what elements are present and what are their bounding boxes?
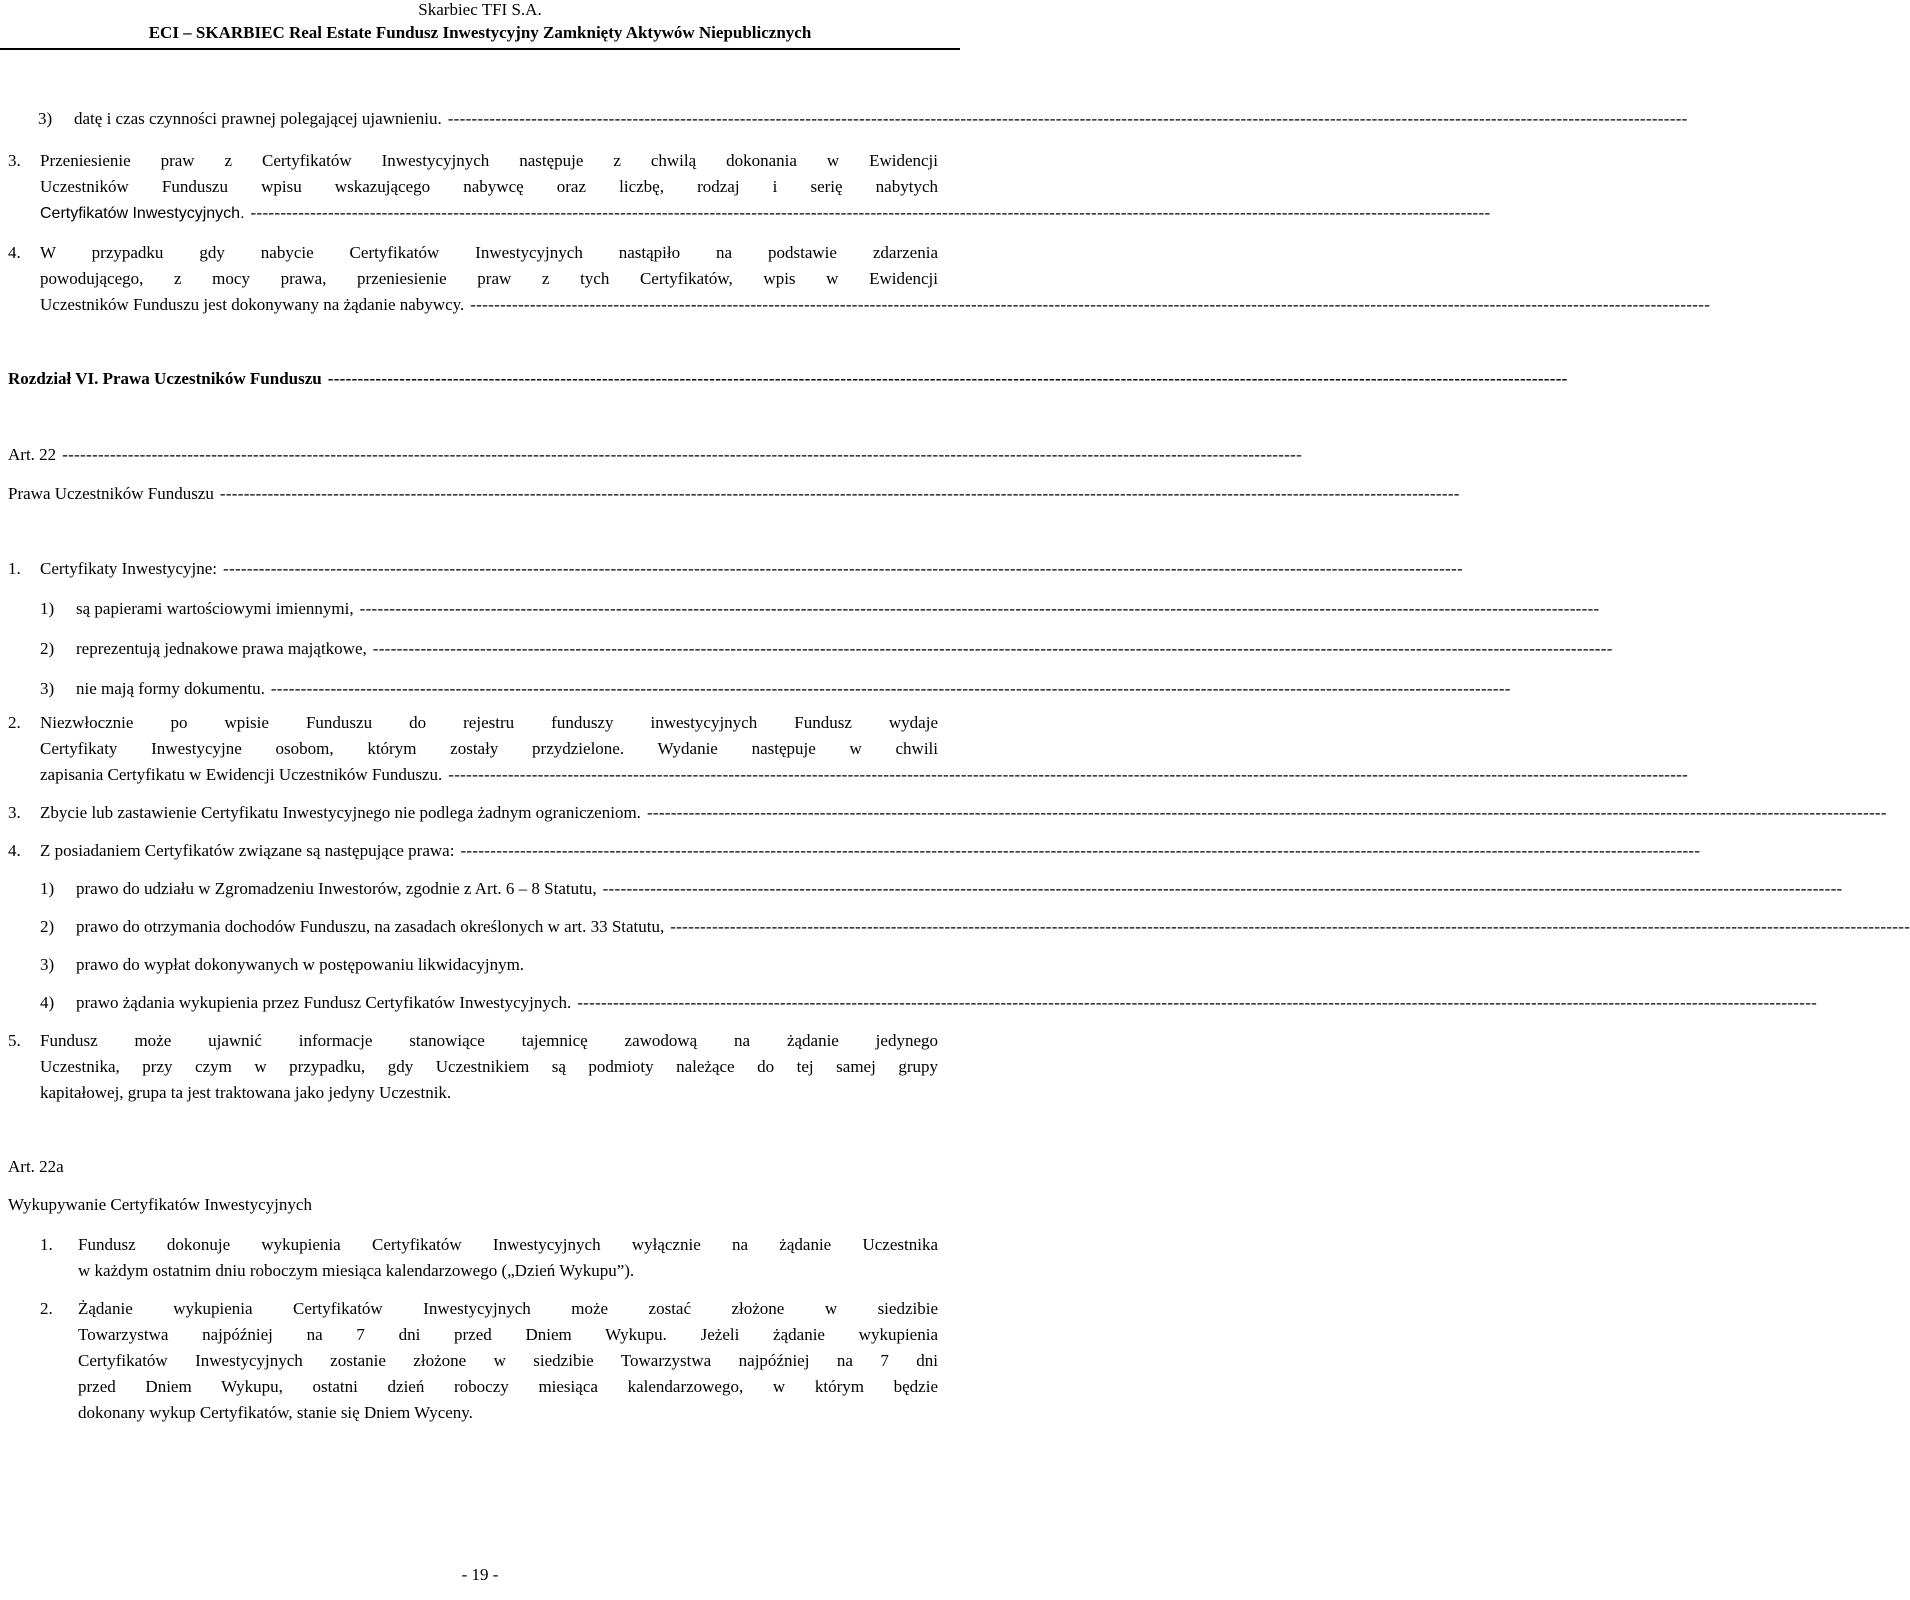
dash-filler: ---------------------------------------------------------------------------------------------------------------------------------------------------------------------------------------------------------------- [470, 295, 1711, 314]
paragraph-line: Fundusz może ujawnić informacje stanowiące tajemnicę zawodową na żądanie jedynego [40, 1031, 938, 1050]
paragraph-line: zapisania Certyfikatu w Ewidencji Uczestników Funduszu. [40, 765, 443, 784]
article-title: Prawa Uczestników Funduszu [8, 484, 214, 503]
dash-filler: ---------------------------------------------------------------------------------------------------------------------------------------------------------------------------------------------------------------- [270, 679, 1511, 698]
dash-filler: ---------------------------------------------------------------------------------------------------------------------------------------------------------------------------------------------------------------- [219, 484, 1460, 503]
article-number: Art. 22a [8, 1157, 64, 1176]
paragraph-number: 4. [8, 841, 21, 860]
list-item-text: datę i czas czynności prawnej polegającej ujawnieniu. [74, 109, 442, 128]
dash-filler: ---------------------------------------------------------------------------------------------------------------------------------------------------------------------------------------------------------------- [670, 917, 1910, 936]
paragraph-line: W przypadku gdy nabycie Certyfikatów Inwestycyjnych nastąpiło na podstawie zdarzenia [40, 243, 938, 262]
list-item-text: prawo do otrzymania dochodów Funduszu, na zasadach określonych w art. 33 Statutu, [76, 917, 665, 936]
item-number: 2) [40, 917, 55, 936]
dash-filler: ---------------------------------------------------------------------------------------------------------------------------------------------------------------------------------------------------------------- [359, 599, 1600, 618]
paragraph [40, 556, 1463, 582]
paragraph [40, 240, 1711, 318]
paragraph-line: Żądanie wykupienia Certyfikatów Inwestycyjnych może zostać złożone w siedzibie [78, 1299, 938, 1318]
dash-filler: ---------------------------------------------------------------------------------------------------------------------------------------------------------------------------------------------------------------- [448, 765, 1689, 784]
paragraph-line: dokonany wykup Certyfikatów, stanie się Dniem Wyceny. [78, 1403, 473, 1422]
paragraph-last-line [40, 762, 1689, 788]
item-number: 3) [38, 109, 53, 128]
paragraph-last-line [40, 200, 1491, 227]
paragraph-last-line [40, 292, 1711, 318]
list-item-text: prawo żądania wykupienia przez Fundusz Certyfikatów Inwestycyjnych. [76, 993, 572, 1012]
paragraph-line: Certyfikatów Inwestycyjnych zostanie złożone w siedzibie Towarzystwa najpóźniej na 7 dni [78, 1351, 938, 1370]
paragraph-number: 2. [40, 1299, 53, 1318]
dash-filler: ---------------------------------------------------------------------------------------------------------------------------------------------------------------------------------------------------------------- [223, 559, 1463, 578]
dash-filler: ---------------------------------------------------------------------------------------------------------------------------------------------------------------------------------------------------------------- [447, 109, 1688, 128]
dash-filler: ---------------------------------------------------------------------------------------------------------------------------------------------------------------------------------------------------------------- [460, 841, 1701, 860]
header-rule [0, 48, 960, 50]
dash-filler: ---------------------------------------------------------------------------------------------------------------------------------------------------------------------------------------------------------------- [372, 639, 1613, 658]
article-heading [8, 481, 1460, 507]
paragraph-line: Certyfikatów Inwestycyjnych. [40, 205, 245, 222]
dash-filler: ---------------------------------------------------------------------------------------------------------------------------------------------------------------------------------------------------------------- [646, 803, 1887, 822]
paragraph-line: Przeniesienie praw z Certyfikatów Inwestycyjnych następuje z chwilą dokonania w Ewidencji [40, 151, 938, 170]
paragraph-number: 5. [8, 1031, 21, 1050]
paragraph-line: kapitałowej, grupa ta jest traktowana jako jedyny Uczestnik. [40, 1083, 452, 1102]
dash-filler: ---------------------------------------------------------------------------------------------------------------------------------------------------------------------------------------------------------------- [577, 993, 1818, 1012]
paragraph-line: Z posiadaniem Certyfikatów związane są następujące prawa: [40, 841, 455, 860]
list-item-text: są papierami wartościowymi imiennymi, [76, 599, 354, 618]
list-item [76, 952, 938, 978]
dash-filler: ---------------------------------------------------------------------------------------------------------------------------------------------------------------------------------------------------------------- [602, 879, 1843, 898]
item-number: 4) [40, 993, 55, 1012]
header-fund-name: ECI – SKARBIEC Real Estate Fundusz Inwestycyjny Zamknięty Aktywów Niepublicznych [148, 23, 812, 42]
paragraph [78, 1232, 938, 1284]
list-item [76, 876, 1843, 902]
list-item [76, 676, 1511, 702]
paragraph-line: Certyfikaty Inwestycyjne osobom, którym zostały przydzielone. Wydanie następuje w chwili [40, 739, 938, 758]
page-header [0, 0, 960, 50]
paragraph-line: powodującego, z mocy prawa, przeniesienie praw z tych Certyfikatów, wpis w Ewidencji [40, 269, 938, 288]
header-company: Skarbiec TFI S.A. [418, 0, 542, 19]
paragraph-number: 4. [8, 243, 21, 262]
paragraph-line: Uczestników Funduszu jest dokonywany na żądanie nabywcy. [40, 295, 465, 314]
paragraph-number: 3. [8, 151, 21, 170]
paragraph-line: Zbycie lub zastawienie Certyfikatu Inwestycyjnego nie podlega żadnym ograniczeniom. [40, 803, 641, 822]
paragraph [40, 1028, 938, 1106]
dash-filler: ---------------------------------------------------------------------------------------------------------------------------------------------------------------------------------------------------------------- [250, 203, 1491, 222]
paragraph [40, 710, 1689, 788]
paragraph-line: Certyfikaty Inwestycyjne: [40, 559, 218, 578]
list-item [76, 990, 1818, 1016]
paragraph-line: Uczestników Funduszu wpisu wskazującego nabywcę oraz liczbę, rodzaj i serię nabytych [40, 177, 938, 196]
paragraph-line: Towarzystwa najpóźniej na 7 dni przed Dniem Wykupu. Jeżeli żądanie wykupienia [78, 1325, 938, 1344]
article-number: Art. 22 [8, 445, 57, 464]
paragraph-number: 1. [40, 1235, 53, 1254]
item-number: 3) [40, 679, 55, 698]
paragraph-line: Uczestnika, przy czym w przypadku, gdy Uczestnikiem są podmioty należące do tej samej grupy [40, 1057, 938, 1076]
item-number: 3) [40, 955, 55, 974]
dash-filler: ---------------------------------------------------------------------------------------------------------------------------------------------------------------------------------------------------------------- [327, 369, 1568, 388]
article-label [8, 442, 1303, 468]
list-item [76, 636, 1613, 662]
paragraph [40, 838, 1701, 864]
list-item [76, 596, 1600, 622]
paragraph-line: Fundusz dokonuje wykupienia Certyfikatów Inwestycyjnych wyłącznie na żądanie Uczestnika [78, 1235, 938, 1254]
list-item-text: nie mają formy dokumentu. [76, 679, 265, 698]
item-number: 2) [40, 639, 55, 658]
list-item [76, 914, 1910, 940]
paragraph-line: przed Dniem Wykupu, ostatni dzień roboczy miesiąca kalendarzowego, w którym będzie [78, 1377, 938, 1396]
list-item-text: prawo do wypłat dokonywanych w postępowaniu likwidacyjnym. [76, 955, 525, 974]
paragraph [78, 1296, 938, 1426]
paragraph-line: Niezwłocznie po wpisie Funduszu do rejestru funduszy inwestycyjnych Fundusz wydaje [40, 713, 938, 732]
paragraph [40, 800, 1887, 826]
chapter-title: Rozdział VI. Prawa Uczestników Funduszu [8, 369, 322, 388]
list-item-text: reprezentują jednakowe prawa majątkowe, [76, 639, 367, 658]
list-item [74, 106, 1688, 132]
item-number: 1) [40, 599, 55, 618]
paragraph-line: w każdym ostatnim dniu roboczym miesiąca kalendarzowego („Dzień Wykupu”). [78, 1261, 635, 1280]
paragraph-number: 3. [8, 803, 21, 822]
paragraph-number: 1. [8, 559, 21, 578]
paragraph-number: 2. [8, 713, 21, 732]
dash-filler: ---------------------------------------------------------------------------------------------------------------------------------------------------------------------------------------------------------------- [62, 445, 1303, 464]
chapter-heading [8, 366, 1568, 392]
page-number: - 19 - [461, 1565, 499, 1584]
item-number: 1) [40, 879, 55, 898]
paragraph [40, 148, 1491, 227]
list-item-text: prawo do udziału w Zgromadzeniu Inwestorów, zgodnie z Art. 6 – 8 Statutu, [76, 879, 597, 898]
article-title: Wykupywanie Certyfikatów Inwestycyjnych [8, 1195, 312, 1214]
